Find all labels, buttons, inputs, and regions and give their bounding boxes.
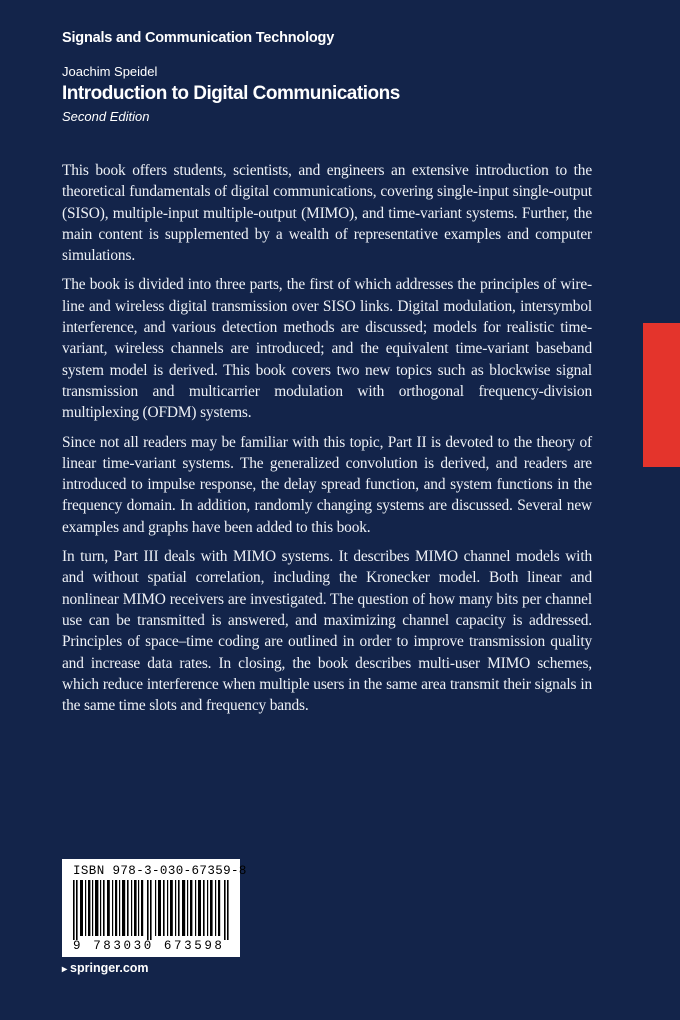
barcode-icon <box>69 880 235 940</box>
blurb-paragraph-2: The book is divided into three parts, the first of which addresses the principles of wire-line and wireless digital transmission over SISO links. Digital modulation, intersymbol interference, and various detection methods are discussed; models for realistic time-variant, wireless channels are introduced; and the equivalent time-variant baseband system model is derived. This book covers two new topics such as blockwise signal transmission and multicarrier modulation with orthogonal frequency-division multiplexing (OFDM) systems. <box>62 276 592 422</box>
book-title: Introduction to Digital Communications <box>62 83 400 104</box>
barcode-box <box>62 859 247 957</box>
blurb-paragraph-3: Since not all readers may be familiar with this topic, Part II is devoted to the theory of linear time-variant systems. The generalized convolution is derived, and readers are introduced to impulse response, the delay spread function, and system functions in the frequency domain. In addition, randomly changing systems are discussed. Several new examples and graphs have been added to this book. <box>62 433 592 536</box>
edition-label: Second Edition <box>62 109 150 124</box>
isbn-label: ISBN 978-3-030-67359-8 <box>73 864 247 878</box>
publisher-link[interactable] <box>62 961 149 975</box>
barcode-digits: 9 783030 673598 <box>73 939 225 953</box>
author-name: Joachim Speidel <box>62 64 158 79</box>
blurb <box>62 160 592 724</box>
accent-tab <box>643 323 680 467</box>
blurb-paragraph-1: This book offers students, scientists, and engineers an extensive introduction to the theoretical fundamentals of digital communications, covering single-input single-output (SISO), multiple-input multiple-output (MIMO), and time-variant systems. Further, the main content is supplemented by a wealth of representative examples and computer simulations. <box>62 162 592 265</box>
series-title: Signals and Communication Technology <box>62 30 335 46</box>
blurb-paragraph-4: In turn, Part III deals with MIMO systems. It describes MIMO channel models with and without spatial correlation, including the Kronecker model. Both linear and nonlinear MIMO receivers are investigated. The question of how many bits per channel use can be transmitted is answered, and maximizing channel capacity is addressed. Principles of space–time coding are outlined in order to improve transmission quality and increase data rates. In closing, the book describes multi-user MIMO schemes, which reduce interference when multiple users in the same area transmit their signals in the same time slots and frequency bands. <box>62 548 592 715</box>
arrow-right-icon: ▸ <box>62 964 68 975</box>
publisher-url: springer.com <box>70 961 149 975</box>
